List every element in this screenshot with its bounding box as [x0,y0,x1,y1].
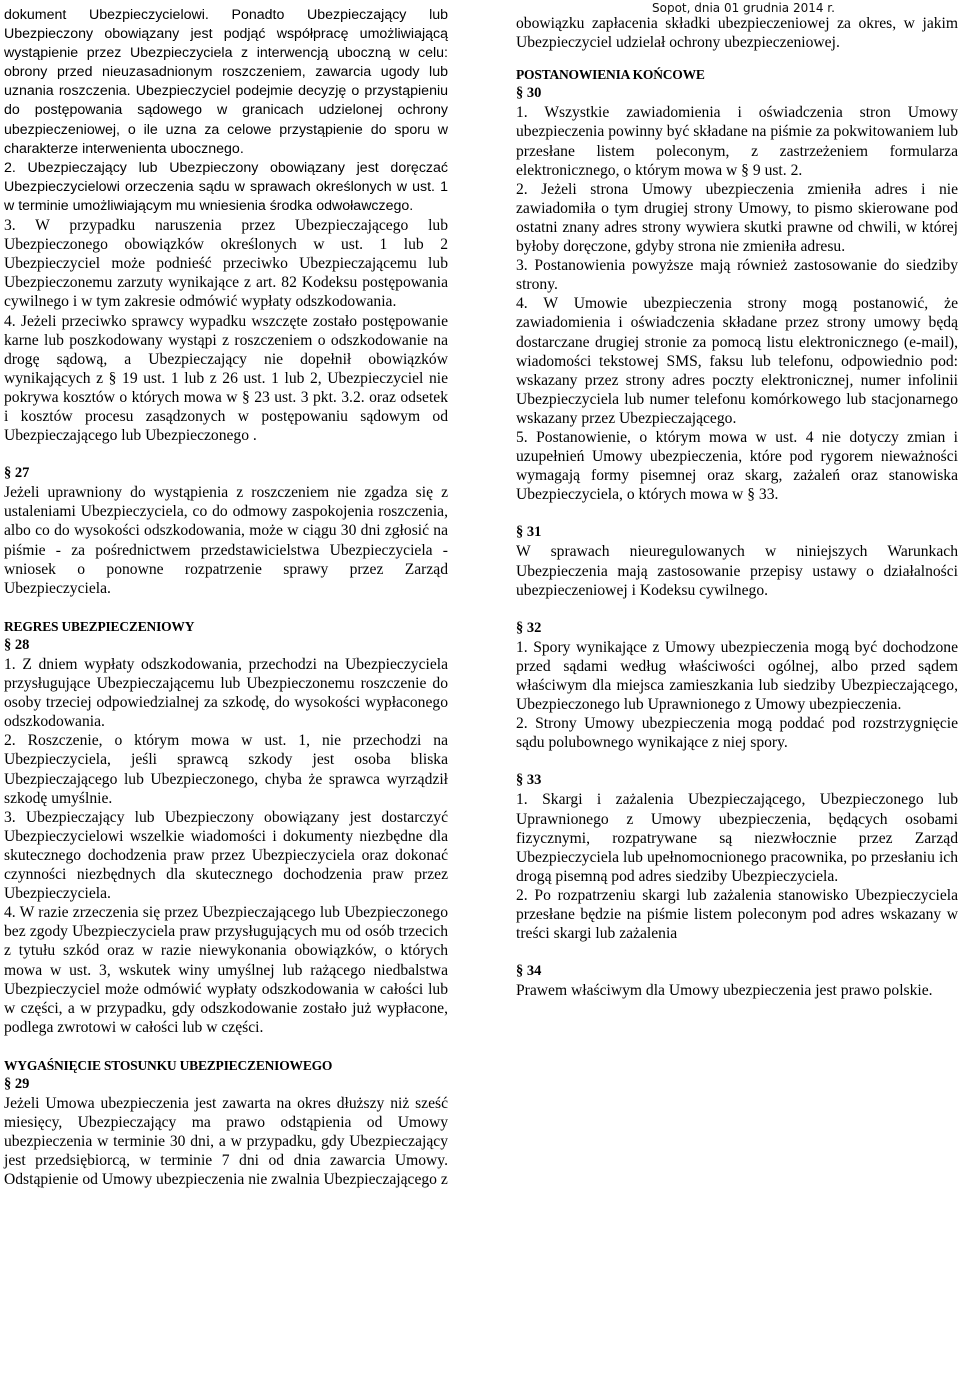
paragraph-29: Jeżeli Umowa ubezpieczenia jest zawarta na okres dłuższy niż sześć miesięcy, Ubezpieczający ma prawo odstąpienia od Umowy ubezpieczenia w terminie 30 dni, a w przypadku, gdy Ubezpieczający jest przedsiębiorcą, w terminie 7 dni od dnia zawarcia Umowy. Odstąpienie od Umowy ubezpieczenia nie zwalnia Ubezpieczającego z [4,1095,448,1189]
paragraph-30-1: 1. Wszystkie zawiadomienia i oświadczenia stron Umowy ubezpieczenia powinny być składane na piśmie za pokwitowaniem lub przesłane listem poleconym, z zastrzeżeniem formularza elektronicznego, o którym mowa w § 9 ust. 2. [516,104,958,179]
paragraph-28-2: 2. Roszczenie, o którym mowa w ust. 1, nie przechodzi na Ubezpieczyciela, jeśli sprawcą szkody jest osoba bliska Ubezpieczającego lub Ubezpieczonego, chyba że sprawca wyrządził szkodę umyślnie. [4,732,448,807]
paragraph-28-3: 3. Ubezpieczający lub Ubezpieczony obowiązany jest dostarczyć Ubezpieczycielowi wszelkie wiadomości i dokumenty niezbędne dla skutecznego dochodzenia praw przez Ubezpieczyciela oraz dokonać czynności niezbędnych dla skutecznego dochodzenia praw przez Ubezpieczyciela. [4,808,448,903]
section-heading-regres: REGRES UBEZPIECZENIOWY [4,618,195,634]
paragraph-26-3: 3. W przypadku naruszenia przez Ubezpieczającego lub Ubezpieczonego obowiązków określonych w ust. 1 lub 2 Ubezpieczyciel może podnieść przeciwko Ubezpieczającemu lub Ubezpieczonemu zarzuty wynikające z art. 82 Kodeksu postępowania cywilnego i w tym zakresie odmówić wypłaty odszkodowania. [4,217,448,311]
spacer [4,598,448,617]
spacer [4,1037,448,1056]
paragraph-27: Jeżeli uprawniony do wystąpienia z roszczeniem nie zgadza się z ustaleniami Ubezpieczyciela, co do odmowy zaspokojenia roszczenia, albo co do wysokości odszkodowania, może w ciągu 30 dni zgłosić na piśmie - za pośrednictwem przedstawicielstwa Ubezpieczyciela - wniosek o ponowne rozpatrzenie sprawy przez Zarząd Ubezpieczyciela. [4,484,448,597]
paragraph-32-2: 2. Strony Umowy ubezpieczenia mogą poddać pod rozstrzygnięcie sądu polubownego wynikające z niej spory. [516,715,958,752]
paragraph-continuation: obowiązku zapłacenia składki ubezpieczeniowej za okres, w jakim Ubezpieczyciel udzielał ochrony ubezpieczeniowej. [516,15,958,52]
article-33-heading: § 33 [516,772,542,789]
article-32-heading: § 32 [516,619,542,636]
article-29-heading: § 29 [4,1075,30,1092]
right-column [516,14,958,1000]
spacer [4,445,448,464]
paragraph-28-1: 1. Z dniem wypłaty odszkodowania, przechodzi na Ubezpieczyciela przysługujące Ubezpieczającemu lub Ubezpieczonemu roszczenie do osoby trzeciej odpowiedzialnej za szkodę, do wysokości wypłaconego odszkodowania. [4,656,448,731]
section-heading-postanowienia: POSTANOWIENIA KOŃCOWE [516,67,705,83]
article-30-heading: § 30 [516,85,542,102]
paragraph-26-4: 4. Jeżeli przeciwko sprawcy wypadku wszczęte zostało postępowanie karne lub poszkodowany wystąpi z roszczeniem o odszkodowanie na drogę sądową, a Ubezpieczający nie dopełnił obowiązków wynikających z § 19 ust. 1 lub z 26 ust. 1 lub 2, Ubezpieczyciel nie pokrywa kosztów o których mowa w § 23 ust. 3 pkt. 3.2. oraz odsetek i kosztów procesu zasądzonych w postępowaniu sądowym od Ubezpieczającego lub Ubezpieczonego . [4,312,448,445]
document-date: Sopot, dnia 01 grudnia 2014 r. [652,1,835,15]
article-27-heading: § 27 [4,465,30,482]
paragraph-26-2: 2. Ubezpieczający lub Ubezpieczony obowiązany jest doręczać Ubezpieczycielowi orzeczenia sądu w sprawach określonych w ust. 1 w terminie umożliwiającym mu wniesienia środka odwoławczego. [4,159,448,214]
section-heading-wygasniecie: WYGAŚNIĘCIE STOSUNKU UBEZPIECZENIOWEGO [4,1057,333,1073]
spacer [516,943,958,962]
spacer [516,504,958,523]
paragraph-31: W sprawach nieuregulowanych w niniejszych Warunkach Ubezpieczenia mają zastosowanie przepisy ustawy o działalności ubezpieczeniowej i Kodeksu cywilnego. [516,543,958,599]
article-31-heading: § 31 [516,524,542,541]
left-column [4,6,448,1190]
article-28-heading: § 28 [4,636,30,653]
paragraph-33-1: 1. Skargi i zażalenia Ubezpieczającego, Ubezpieczonego lub Uprawnionego z Umowy ubezpieczenia, będących osobami fizycznymi, rozpatrywane są niezwłocznie przez Zarząd Ubezpieczyciela lub upełnomocnionego pracownika, po przesłaniu ich drogą pisemną pod adres siedziby Ubezpieczyciela. [516,791,958,885]
paragraph-30-3: 3. Postanowienia powyższe mają również zastosowanie do siedziby strony. [516,257,958,294]
article-34-heading: § 34 [516,963,542,980]
paragraph-intro: dokument Ubezpieczycielowi. Ponadto Ubezpieczający lub Ubezpieczony obowiązany jest podjąć współpracę umożliwiającą wystąpienie przez Ubezpieczyciela z interwencją uboczną w celu: obrony przed nieuzasadnionym roszczeniem, zawarcia ugody lub uznania roszczenia. Ubezpieczyciel podejmie decyzję o przystąpieniu do postępowania sądowego w granicach udzielonej ochrony ubezpieczeniowej, o ile uzna za celowe przystąpienie do sporu w charakterze interwenienta ubocznego. [4,7,448,157]
spacer [516,752,958,771]
paragraph-30-2: 2. Jeżeli strona Umowy ubezpieczenia zmieniła adres i nie zawiadomiła o tym drugiej strony Umowy, to pismo skierowane pod ostatni znany adres strony wywiera skutki prawne od chwili, w której byłoby doręczone, gdyby strona nie zmieniła adresu. [516,180,958,256]
paragraph-30-5: 5. Postanowienie, o którym mowa w ust. 4 nie dotyczy zmian i uzupełnień Umowy ubezpieczenia, które pod rygorem nieważności wymagają formy pisemnej oraz skarg, zażaleń oraz stanowiska Ubezpieczyciela, o których mowa w § 33. [516,428,958,504]
spacer [516,52,958,65]
paragraph-34: Prawem właściwym dla Umowy ubezpieczenia jest prawo polskie. [516,982,933,1000]
paragraph-33-2: 2. Po rozpatrzeniu skargi lub zażalenia stanowisko Ubezpieczyciela przesłane będzie na piśmie listem poleconym pod adres wskazany w treści skargi lub zażalenia [516,886,958,943]
paragraph-32-1: 1. Spory wynikające z Umowy ubezpieczenia mogą być dochodzone przed sądami według właściwości ogólnej, albo przed sądem właściwym dla miejsca zamieszkania lub siedziby Ubezpieczającego, Ubezpieczonego lub Uprawnionego z Umowy ubezpieczenia. [516,638,958,714]
spacer [516,600,958,619]
paragraph-30-4: 4. W Umowie ubezpieczenia strony mogą postanowić, że zawiadomienia i oświadczenia składane przez strony umowy będą dostarczane drugiej stronie za pomocą listu elektronicznego (e-mail), wiadomości tekstowej SMS, faksu lub telefonu, odpowiednio pod: wskazany przez strony adres poczty elektronicznej, numer infolinii Ubezpieczyciela lub numer telefonu komórkowego lub stacjonarnego wskazany przez Ubezpieczającego. [516,295,958,427]
paragraph-28-4: 4. W razie zrzeczenia się przez Ubezpieczającego lub Ubezpieczonego bez zgody Ubezpieczyciela praw przysługujących mu od osób trzecich z tytułu szkód oraz w razie niewykonania obowiązków, o których mowa w ust. 3, wskutek winy umyślnej lub rażącego niedbalstwa Ubezpieczyciel może odmówić wypłaty odszkodowania w całości lub w części, a w przypadku, gdy odszkodowanie zostało już wypłacone, podlega zwrotowi w całości lub w części. [4,904,448,1036]
